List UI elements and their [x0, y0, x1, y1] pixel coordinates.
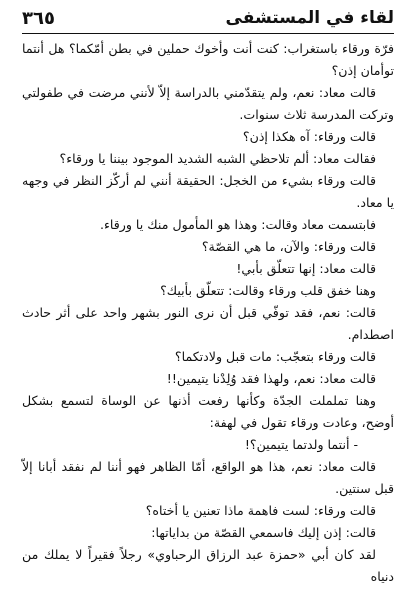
body-text	[22, 38, 394, 588]
paragraph: فرّة ورقاء باستغراب: كنت أنت وأخوك حملين في بطن أمّكما؟ هل أنتما توأمان إذن؟	[22, 41, 394, 78]
paragraph: قالت ورقاء: والآن، ما هي القصّة؟	[201, 239, 376, 254]
paragraph: وهنا خفق قلب ورقاء وقالت: تتعلّق بأبيك؟	[160, 283, 376, 298]
paragraph: قالت معاد: إنها تتعلّق بأبي!	[236, 261, 376, 276]
paragraph: قالت ورقاء بتعجّب: مات قبل ولادتكما؟	[174, 349, 376, 364]
paragraph: فقالت معاد: ألم تلاحظي الشبه الشديد الموجود بيننا يا ورقاء؟	[59, 151, 376, 166]
running-title: لقاء في المستشفى	[225, 8, 394, 28]
paragraph: وهنا تململت الجدّة وكأنها رفعت أذنها عن الوساة لتسمع بشكل أوضح، وعادت ورقاء تقول في لهفة:	[22, 393, 394, 430]
paragraph: قالت معاد: نعم، ولهذا فقد وُلِدْنا يتيمين!!	[166, 371, 376, 386]
page-number: ٣٦٥	[22, 8, 55, 29]
paragraph: قالت: إذن إليك فاسمعي القصّة من بداياتها:	[151, 525, 376, 540]
paragraph: - أنتما ولدتما يتيمين؟!	[244, 437, 358, 452]
paragraph: فابتسمت معاد وقالت: وهذا هو المأمول منك يا ورقاء.	[99, 217, 376, 232]
paragraph: قالت ورقاء بشيء من الخجل: الحقيقة أنني لم أركّز النظر في وجهه يا معاد.	[22, 173, 394, 210]
page-header	[22, 6, 394, 34]
paragraph: لقد كان أبي «حمزة عبد الرزاق الرحباوي» رجلاً فقيراً لا يملك من دنياه	[22, 547, 394, 584]
paragraph: قالت ورقاء: آه هكذا إذن؟	[242, 129, 376, 144]
paragraph: قالت ورقاء: لست فاهمة ماذا تعنين يا أختاه؟	[145, 503, 376, 518]
header-rule	[22, 33, 394, 34]
paragraph: قالت معاد: نعم، ولم يتقدّمني بالدراسة إلاّ لأنني مرضت في طفولتي وتركت المدرسة ثلاث سنوات.	[22, 85, 394, 122]
paragraph: قالت: نعم، فقد توفّي قبل أن نرى النور بشهر واحد على أثر حادث اصطدام.	[22, 305, 394, 342]
paragraph: قالت معاد: نعم، هذا هو الواقع، أمّا الظاهر فهو أننا لم نفقد أبانا إلاّ قبل سنتين.	[22, 459, 394, 496]
